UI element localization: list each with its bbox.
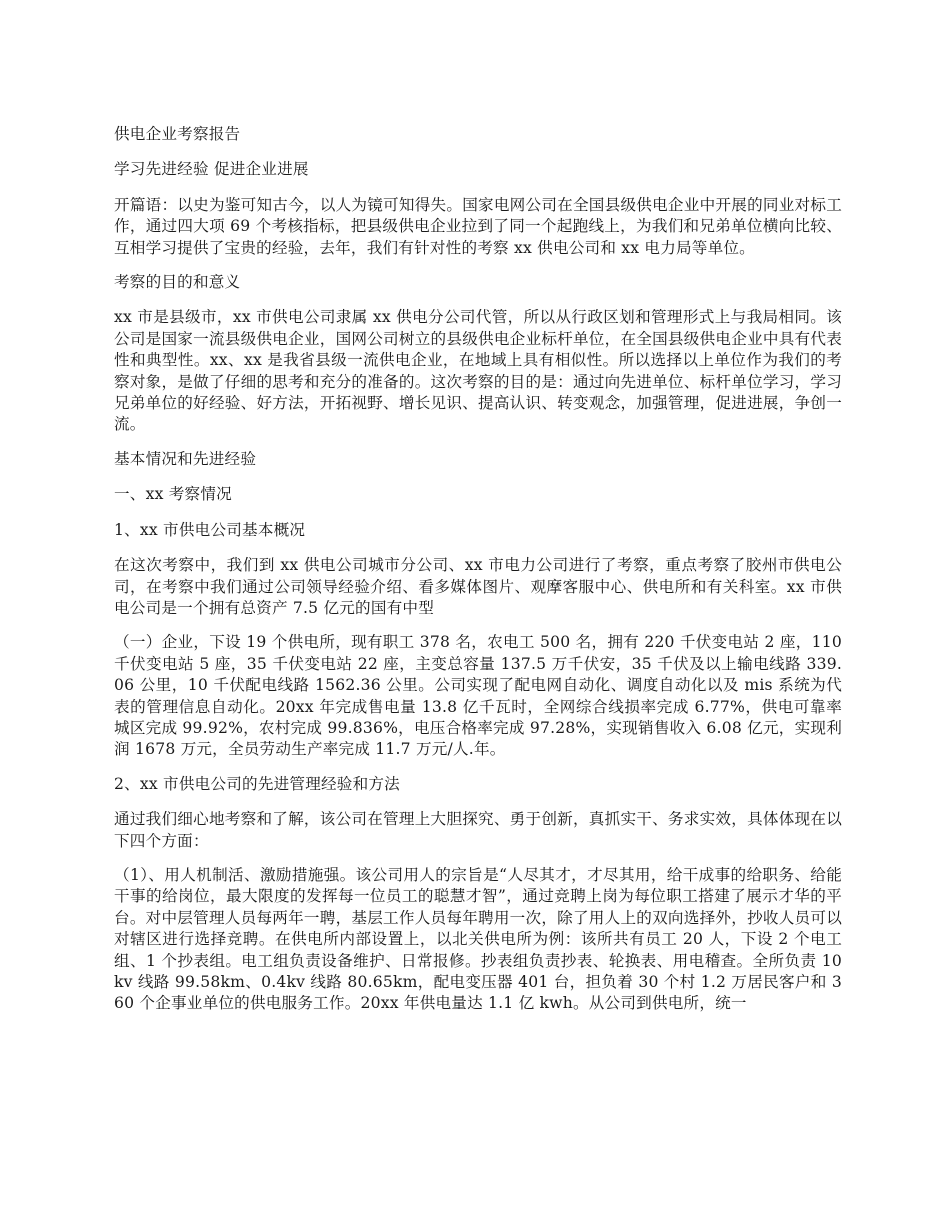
section-heading-inspection: 一、xx 考察情况 <box>114 485 232 504</box>
section-heading-purpose: 考察的目的和意义 <box>114 273 241 292</box>
document-title: 供电企业考察报告 <box>114 125 241 143</box>
paragraph-intro: 开篇语：以史为鉴可知古今，以人为镜可知得失。国家电网公司在全国县级供电企业中开展的同业对标工作，通过四大项 69 个考核指标，把县级供电企业拉到了同一个起跑线上，为我们和兄弟单位横向比较、互相学习提供了宝贵的经验，去年，我们有针对性的考察 xx 供电公司和 xx 电力局等单位。 <box>114 195 842 257</box>
section-heading-experience: 2、xx 市供电公司的先进管理经验和方法 <box>114 774 400 793</box>
paragraph-overview: 在这次考察中，我们到 xx 供电公司城市分公司、xx 市电力公司进行了考察，重点考察了胶州市供电公司，在考察中我们通过公司领导经验介绍、看多媒体图片、观摩客服中心、供电所和有关科室。xx 市供电公司是一个拥有总资产 7.5 亿元的国有中型 <box>114 556 842 617</box>
paragraph-experience-intro: 通过我们细心地考察和了解，该公司在管理上大胆探究、勇于创新，真抓实干、务求实效，具体体现在以下四个方面： <box>114 810 842 850</box>
paragraph-employment: （1）、用人机制活、激励措施强。该公司用人的宗旨是“人尽其才，才尽其用，给干成事的给职务、给能干事的给岗位，最大限度的发挥每一位员工的聪慧才智”，通过竞聘上岗为每位职工搭建了展示才华的平台。对中层管理人员每两年一聘，基层工作人员每年聘用一次，除了用人上的双向选择外，抄收人员可以对辖区进行选择竞聘。在供电所内部设置上，以北关供电所为例：该所共有员工 20 人，下设 2 个电工组、1 个抄表组。电工组负责设备维护、日常报修。抄表组负责抄表、轮换表、用电稽查。全所负责 10kv 线路 99.58km、0.4kv 线路 80.65km，配电变压器 401 台，担负着 30 个村 1.2 万居民客户和 360 个企事业单位的供电服务工作。20xx 年供电量达 1.1 亿 kwh。从公司到供电所，统一 <box>114 865 842 1013</box>
document-subtitle: 学习先进经验 促进企业进展 <box>114 160 309 179</box>
paragraph-enterprise: （一）企业，下设 19 个供电所，现有职工 378 名，农电工 500 名，拥有 220 千伏变电站 2 座，110 千伏变电站 5 座，35 千伏变电站 22 座，主变总容量 137.5 万千伏安，35 千伏及以上输电线路 339.06 公里，10 千伏配电线路 1562.36 公里。公司实现了配电网自动化、调度自动化以及 mis 系统为代表的管理信息自动化。20xx 年完成售电量 13.8 亿千瓦时，全网综合线损率完成 6.77%，供电可靠率城区完成 99.92%，农村完成 99.836%，电压合格率完成 97.28%，实现销售收入 6.08 亿元，实现利润 1678 万元，全员劳动生产率完成 11.7 万元/人.年。 <box>114 633 842 759</box>
paragraph-purpose: xx 市是县级市，xx 市供电公司隶属 xx 供电分公司代管，所以从行政区划和管理形式上与我局相同。该公司是国家一流县级供电企业，国网公司树立的县级供电企业标杆单位，在全国县级供电企业中具有代表性和典型性。xx、xx 是我省县级一流供电企业，在地域上具有相似性。所以选择以上单位作为我们的考察对象，是做了仔细的思考和充分的准备的。这次考察的目的是：通过向先进单位、标杆单位学习，学习兄弟单位的好经验、好方法，开拓视野、增长见识、提高认识、转变观念，加强管理，促进进展，争创一流。 <box>114 308 842 434</box>
document-page <box>114 124 842 1028</box>
section-heading-basics: 基本情况和先进经验 <box>114 449 257 468</box>
section-heading-overview: 1、xx 市供电公司基本概况 <box>114 520 306 539</box>
